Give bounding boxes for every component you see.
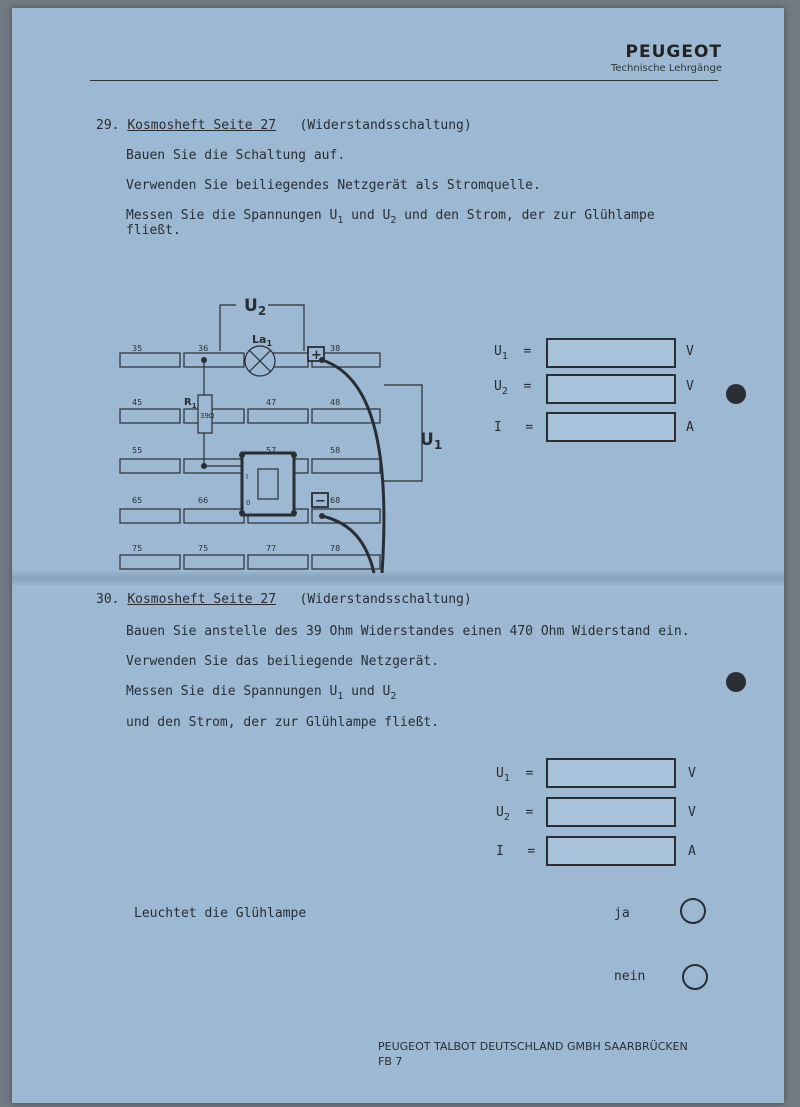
u2-unit: V (686, 379, 694, 394)
brand-subtitle: Technische Lehrgänge (610, 63, 722, 74)
node-label: 45 (132, 398, 143, 407)
task30-heading (96, 592, 472, 607)
task29-line1: Bauen Sie die Schaltung auf. (126, 148, 346, 163)
task29-title: Kosmosheft Seite 27 (127, 118, 277, 133)
node-label: 57 (266, 446, 277, 455)
yes-label: ja (614, 906, 630, 921)
u1-symbol: $U_1$ = (494, 344, 532, 362)
task29-line4: fließt. (126, 223, 181, 238)
u2-symbol: $U_2$ = (494, 379, 532, 397)
punch-hole (726, 384, 746, 404)
minus-terminal: − (315, 494, 326, 509)
node-label: 47 (266, 398, 277, 407)
current-symbol: I = (496, 844, 536, 859)
u2-input-box[interactable] (546, 797, 676, 827)
no-label: nein (614, 969, 646, 984)
footer-code: FB 7 (378, 1055, 403, 1068)
u2-unit: V (688, 805, 696, 820)
no-checkbox[interactable] (682, 964, 708, 990)
node-label: 58 (330, 446, 341, 455)
node-label: 38 (330, 344, 341, 353)
worksheet-page (12, 8, 784, 1103)
resistor-label: $R_1$ (184, 397, 197, 410)
node-label: 48 (330, 398, 341, 407)
task29-heading (96, 118, 472, 133)
u2-symbol: $U_2$ = (496, 805, 534, 823)
u1-unit: V (686, 344, 694, 359)
u2-label: $U_2$ (244, 296, 267, 318)
task29-line3: Messen Sie die Spannungen $U_1$ und $U_2$ und den Strom, der zur Glühlampe (126, 208, 655, 226)
node-label: 36 (198, 344, 209, 353)
u1-label: $U_1$ (420, 430, 443, 452)
node-label: 55 (132, 446, 143, 455)
task29-line2: Verwenden Sie beiliegendes Netzgerät als Stromquelle. (126, 178, 541, 193)
footer-company: PEUGEOT TALBOT DEUTSCHLAND GMBH SAARBRÜCKEN (378, 1040, 688, 1053)
punch-hole (726, 672, 746, 692)
task30-title: Kosmosheft Seite 27 (127, 592, 277, 607)
node-label: 75 (198, 544, 209, 553)
u1-unit: V (688, 766, 696, 781)
node-label: 68 (330, 496, 341, 505)
resistor-value: 39Ω (200, 412, 215, 420)
current-input-box[interactable] (546, 836, 676, 866)
task30-line2: Verwenden Sie das beiliegende Netzgerät. (126, 654, 440, 669)
node-label: 66 (198, 496, 209, 505)
brand-logo: PEUGEOT (625, 42, 722, 62)
switch-on-label: I (246, 473, 249, 481)
node-label: 77 (266, 544, 277, 553)
u1-input-box[interactable] (546, 338, 676, 368)
u2-input-box[interactable] (546, 374, 676, 404)
circuit-diagram (112, 283, 443, 573)
node-label: 75 (132, 544, 143, 553)
lamp-label: $La_1$ (252, 333, 273, 348)
current-unit: A (688, 844, 696, 859)
current-unit: A (686, 420, 694, 435)
current-symbol: I = (494, 420, 534, 435)
current-input-box[interactable] (546, 412, 676, 442)
u1-input-box[interactable] (546, 758, 676, 788)
task30-line1: Bauen Sie anstelle des 39 Ohm Widerstandes einen 470 Ohm Widerstand ein. (126, 624, 690, 639)
header-rule (90, 80, 718, 81)
yes-checkbox[interactable] (680, 898, 706, 924)
node-label: 35 (132, 344, 143, 353)
switch-off-label: 0 (246, 499, 251, 507)
task30-number: 30. (96, 592, 120, 607)
question-text: Leuchtet die Glühlampe (134, 906, 307, 921)
node-label: 65 (132, 496, 143, 505)
task29-number: 29. (96, 118, 120, 133)
u1-symbol: $U_1$ = (496, 766, 534, 784)
node-label: 78 (330, 544, 341, 553)
task29-topic: (Widerstandsschaltung) (299, 118, 472, 133)
task30-line3: Messen Sie die Spannungen $U_1$ und $U_2$ (126, 684, 397, 702)
task30-topic: (Widerstandsschaltung) (299, 592, 472, 607)
task30-line4: und den Strom, der zur Glühlampe fließt. (126, 715, 440, 730)
plus-terminal: + (311, 348, 322, 363)
